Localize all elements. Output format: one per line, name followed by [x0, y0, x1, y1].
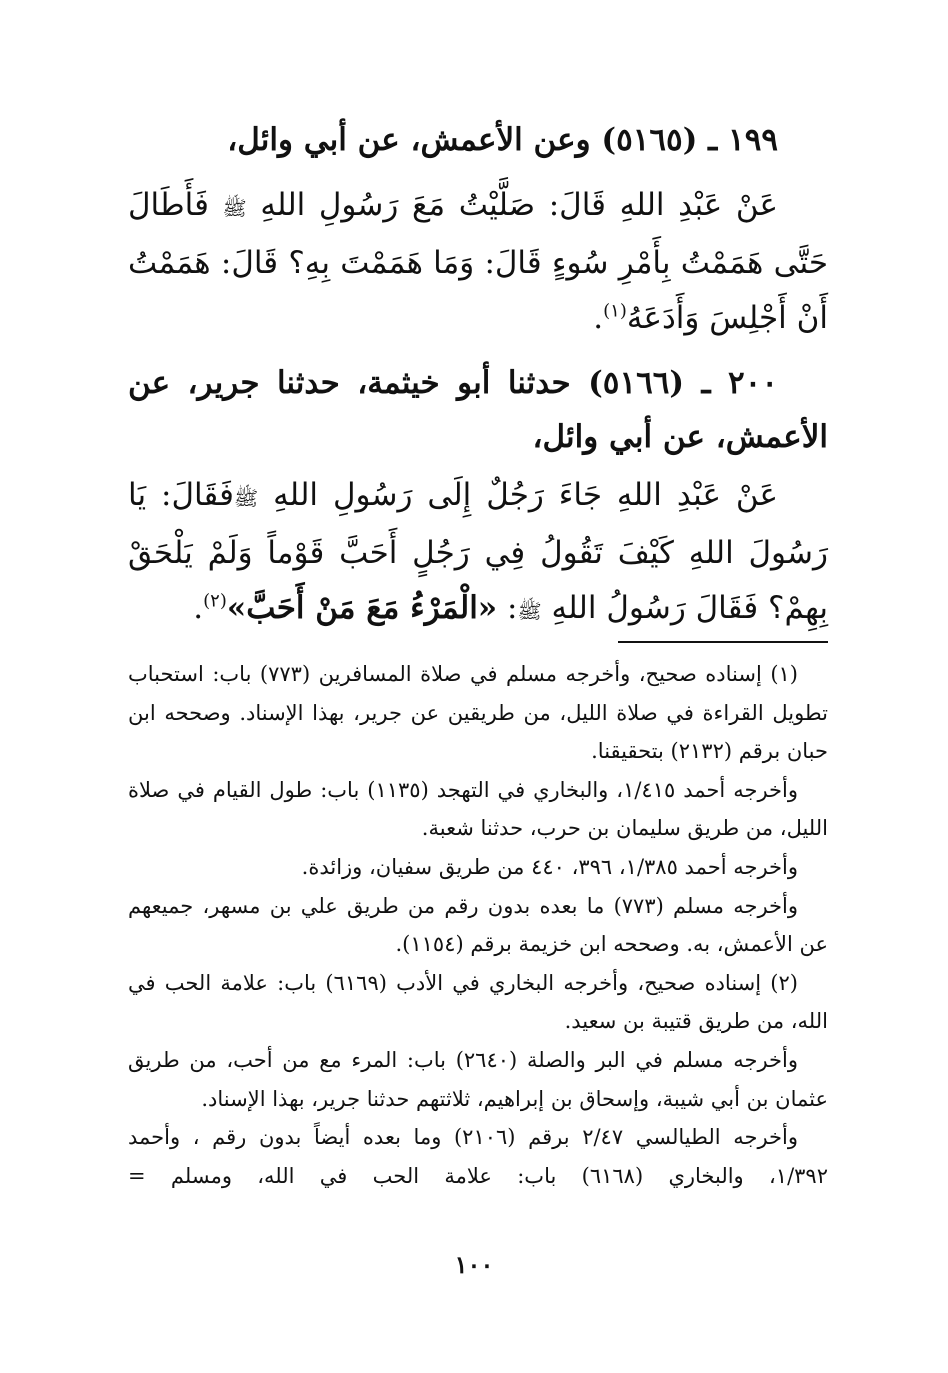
footnote-1-paragraph-4: وأخرجه مسلم (٧٧٣) ما بعده بدون رقم من طريق علي بن مسهر، جميعهم عن الأعمش، به. وصححه ابن خزيمة برقم (١١٥٤).: [128, 893, 828, 957]
colon: :: [507, 590, 518, 626]
footnote-1-paragraph-2: وأخرجه أحمد ١/٤١٥، والبخاري في التهجد (١١٣٥) باب: طول القيام في صلاة الليل، من طريق سليمان بن حرب، حدثنا شعبة.: [128, 777, 828, 841]
footnote-2: (٢) إسناده صحيح، وأخرجه البخاري في الأدب (٦١٦٩) باب: علامة الحب في الله، من طريق قتيبة بن سعيد.: [128, 970, 828, 1034]
hadith-199-text: [128, 178, 828, 346]
footnotes: [128, 655, 828, 1195]
end-mark: .: [193, 590, 204, 626]
page-number: ١٠٠: [454, 1250, 494, 1279]
hadith-199-text-part-1: عَنْ عَبْدِ اللهِ قَالَ: صَلَّيْتُ مَعَ رَسُولِ اللهِ: [260, 187, 778, 223]
hadith-200-text-part-1: عَنْ عَبْدِ اللهِ جَاءَ رَجُلٌ إِلَى رَسُولِ اللهِ: [273, 477, 778, 513]
footnote-2-paragraph-3: وأخرجه الطيالسي ٢/٤٧ برقم (٢١٠٦) وما بعده أيضاً بدون رقم ، وأحمد ١/٣٩٢، والبخاري (٦١٦٨) باب: علامة الحب في الله، ومسلم =: [128, 1125, 828, 1188]
salla-allahu-alayhi-icon: ﷺ: [233, 486, 259, 510]
end-mark: .: [593, 300, 604, 336]
hadith-200-text-part-2: فَقَالَ: يَا رَسُولَ اللهِ كَيْفَ تَقُولُ فِي رَجُلٍ أَحَبَّ قَوْماً وَلَمْ يَلْحَقْ بِهِمْ؟ فَقَالَ رَسُولُ اللهِ: [128, 477, 828, 626]
footnote-separator: [618, 641, 828, 643]
footnote-ref-2[interactable]: (٢): [203, 590, 227, 612]
footnote-1-paragraph-3: وأخرجه أحمد ١/٣٨٥، ٣٩٦، ٤٤٠ من طريق سفيان، وزائدة.: [301, 854, 798, 879]
footnote-ref-1[interactable]: (١): [603, 300, 627, 322]
footnote-1: (١) إسناده صحيح، وأخرجه مسلم في صلاة المسافرين (٧٧٣) باب: استحباب تطويل القراءة في صلاة الليل، من طريقين عن جرير، بهذا الإسناد. وصححه ابن حبان برقم (٢١٣٢) بتحقيقنا.: [128, 662, 828, 764]
salla-allahu-alayhi-icon: ﷺ: [222, 196, 247, 220]
hadith-200-heading: ٢٠٠ ـ (٥١٦٦) حدثنا أبو خيثمة، حدثنا جرير، عن الأعمش، عن أبي وائل،: [128, 365, 828, 455]
hadith-199-heading: ١٩٩ ـ (٥١٦٥) وعن الأعمش، عن أبي وائل،: [227, 122, 778, 158]
hadith-200-marfu-text: «الْمَرْءُ مَعَ مَنْ أَحَبَّ»: [226, 590, 498, 626]
hadith-200-text: [128, 468, 828, 639]
footnote-2-paragraph-2: وأخرجه مسلم في البر والصلة (٢٦٤٠) باب: المرء مع من أحب، من طريق عثمان بن أبي شيبة، وإسحاق بن إبراهيم، ثلاثتهم حدثنا جرير، بهذا الإسناد.: [128, 1047, 828, 1111]
hadith-199-text-part-2: فَأَطَالَ حَتَّى هَمَمْتُ بِأَمْرِ سُوءٍ قَالَ: وَمَا هَمَمْتَ بِهِ؟ قَالَ: هَمَمْتُ أَنْ أَجْلِسَ وَأَدَعَهُ: [128, 187, 828, 336]
book-page: [128, 0, 828, 1373]
salla-allahu-alayhi-icon: ﷺ: [517, 599, 542, 623]
